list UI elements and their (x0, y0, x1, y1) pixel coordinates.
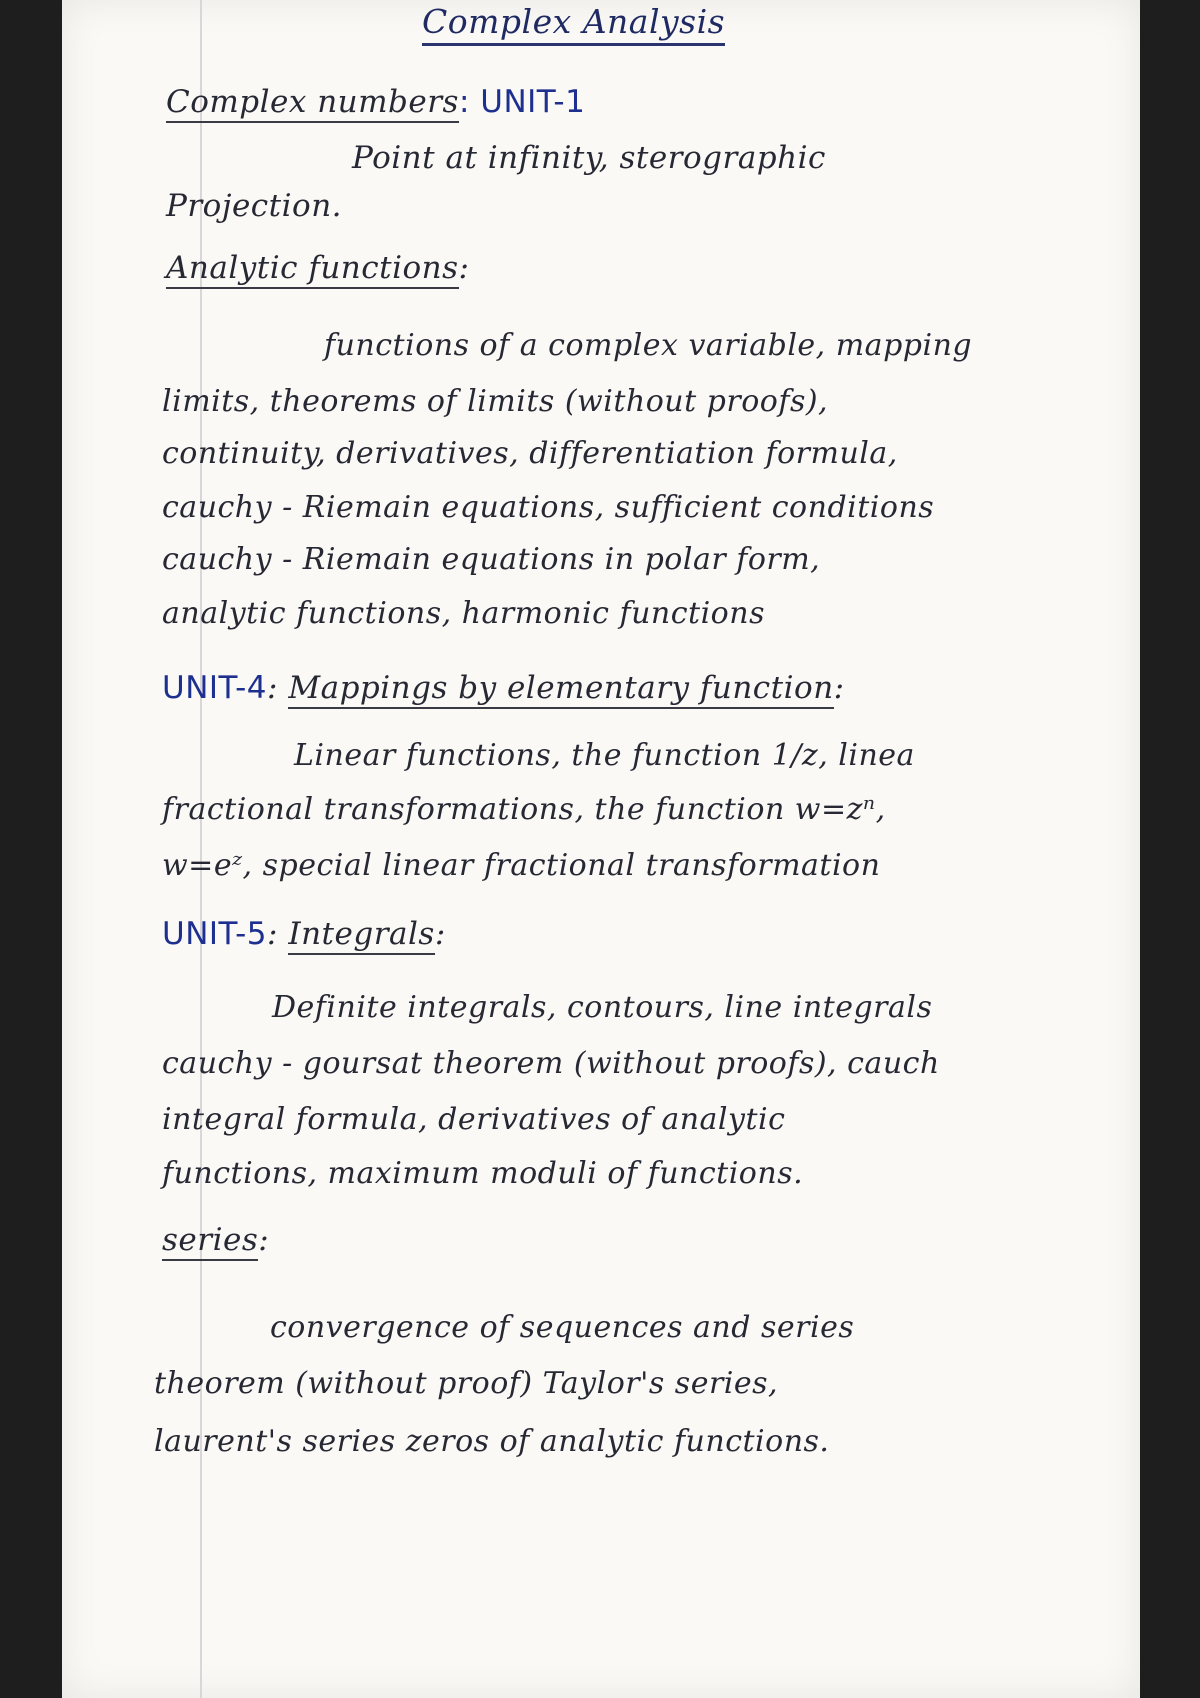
analytic-line-6: analytic functions, harmonic functions (162, 596, 765, 631)
unit5-line-3: integral formula, derivatives of analytic (162, 1102, 786, 1137)
series-suffix: : (258, 1222, 270, 1258)
series-line-3: laurent's series zeros of analytic functions. (154, 1424, 830, 1459)
series-line-1: convergence of sequences and series (270, 1310, 855, 1345)
analytic-suffix: : (458, 250, 470, 286)
unit5-label: UNIT-5 (162, 916, 268, 952)
analytic-line-1: functions of a complex variable, mapping (324, 328, 973, 363)
unit5-heading-prefix: : (267, 916, 289, 952)
unit1-line-2: Projection. (166, 188, 343, 224)
analytic-line-4: cauchy - Riemain equations, sufficient conditions (162, 490, 935, 525)
series-heading: series (162, 1222, 258, 1261)
unit4-line-3: w=eᶻ, special linear fractional transformation (162, 848, 881, 883)
unit4-heading-line (162, 670, 845, 706)
analytic-heading-line (166, 250, 469, 286)
unit4-line-1: Linear functions, the function 1/z, linea (294, 738, 915, 773)
unit5-heading-line (162, 916, 446, 952)
series-heading-line (162, 1222, 269, 1258)
unit4-heading-prefix: : (267, 670, 289, 706)
notebook-page (62, 0, 1140, 1698)
unit5-line-4: functions, maximum moduli of functions. (162, 1156, 804, 1191)
unit1-heading-line (166, 84, 585, 120)
unit4-label: UNIT-4 (162, 670, 268, 706)
bleed-through (782, 18, 1042, 44)
unit4-heading: Mappings by elementary function (288, 670, 833, 709)
unit5-suffix: : (434, 916, 446, 952)
unit5-line-2: cauchy - goursat theorem (without proofs), cauch (162, 1046, 940, 1081)
unit1-label: : UNIT-1 (458, 84, 586, 120)
series-line-2: theorem (without proof) Taylor's series, (154, 1366, 779, 1401)
unit5-heading: Integrals (288, 916, 434, 955)
analytic-heading: Analytic functions (166, 250, 459, 289)
analytic-line-3: continuity, derivatives, differentiation formula, (162, 436, 898, 471)
page-title: Complex Analysis (422, 2, 725, 46)
unit5-line-1: Definite integrals, contours, line integrals (272, 990, 933, 1025)
unit4-suffix: : (833, 670, 845, 706)
unit4-line-2: fractional transformations, the function w=zⁿ, (162, 792, 886, 827)
unit1-heading: Complex numbers (166, 84, 459, 123)
unit1-line-1: Point at infinity, sterographic (352, 140, 826, 176)
analytic-line-2: limits, theorems of limits (without proofs), (162, 384, 829, 419)
analytic-line-5: cauchy - Riemain equations in polar form, (162, 542, 821, 577)
